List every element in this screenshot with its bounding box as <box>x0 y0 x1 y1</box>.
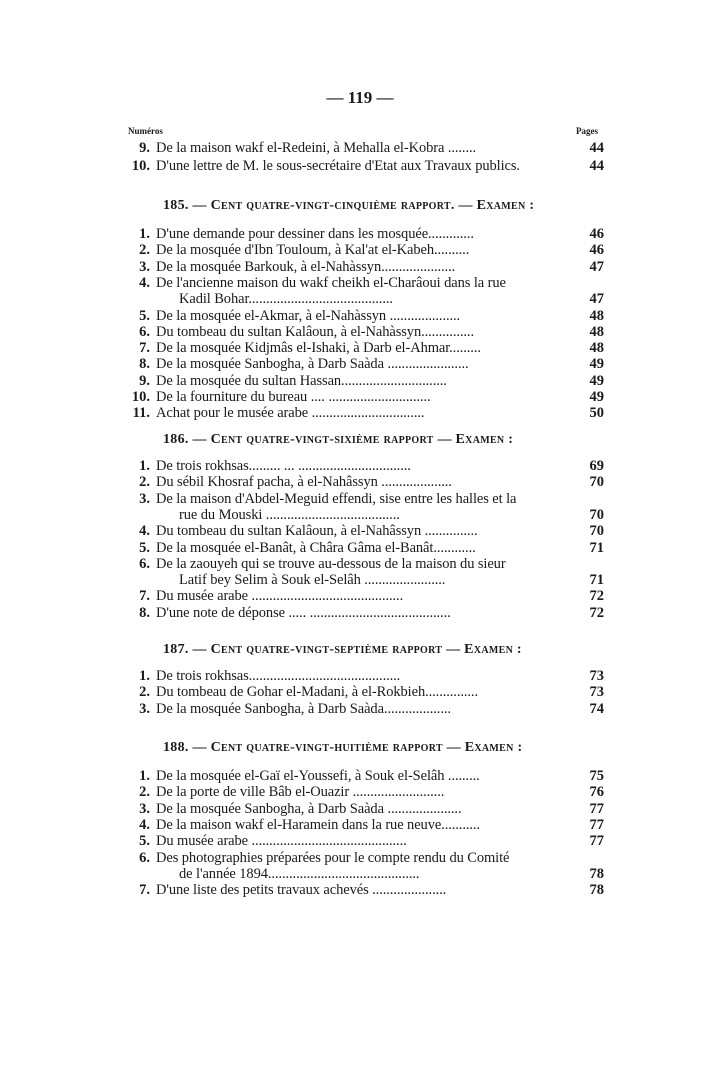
entry-number: 6. <box>139 850 150 866</box>
entry-page: 75 <box>589 768 604 784</box>
entry-number: 2. <box>139 784 150 800</box>
index-entry <box>126 473 604 491</box>
index-entry <box>126 832 604 850</box>
entry-page: 48 <box>589 324 604 340</box>
entry-number: 9. <box>139 373 150 389</box>
section-heading <box>126 640 604 660</box>
entry-page: 77 <box>589 817 604 833</box>
entry-text: Achat pour le musée arabe ................................ <box>156 405 425 421</box>
entry-page: 71 <box>589 540 604 556</box>
entry-text: De la maison d'Abdel-Meguid effendi, sise entre les halles et la <box>156 491 517 507</box>
page-number: — 119 — <box>326 88 394 107</box>
entry-text: Kadil Bohar......................................... <box>179 291 393 307</box>
index-entry <box>126 683 604 701</box>
entry-text: Du musée arabe ........................................... <box>156 588 404 604</box>
entry-number: 5. <box>139 833 150 849</box>
entry-text: De la porte de ville Bâb el-Ouazir .......................... <box>156 784 445 800</box>
entry-number: 6. <box>139 556 150 572</box>
index-entry <box>126 355 604 373</box>
entry-text: De la mosquée Sanbogha, à Darb Saàda ....................... <box>156 356 469 372</box>
entry-page: 77 <box>589 833 604 849</box>
entry-text: De la mosquée d'Ibn Touloum, à Kal'at el-Kabeh.......... <box>156 242 470 258</box>
entry-page: 74 <box>589 701 604 717</box>
entry-text: D'une demande pour dessiner dans les mosquée............. <box>156 226 474 242</box>
entry-text: De la mosquée el-Banât, à Châra Gâma el-Banât............ <box>156 540 476 556</box>
entry-page: 73 <box>589 684 604 700</box>
index-entry <box>126 604 604 622</box>
entry-text: Du tombeau du sultan Kalâoun, à el-Nahàssyn............... <box>156 324 474 340</box>
entry-page: 78 <box>589 882 604 898</box>
entry-text: D'une lettre de M. le sous-secrétaire d'Etat aux Travaux publics. <box>156 158 520 174</box>
entry-text: De trois rokhsas......... ... ................................ <box>156 458 411 474</box>
entry-page: 49 <box>589 389 604 405</box>
entry-number: 1. <box>139 768 150 784</box>
entry-page: 73 <box>589 668 604 684</box>
entry-page: 72 <box>589 605 604 621</box>
entry-number: 2. <box>139 242 150 258</box>
entry-number: 9. <box>139 140 150 156</box>
column-header-numbers: Numéros <box>128 126 163 136</box>
index-entry <box>126 587 604 605</box>
entry-text: De la mosquée el-Akmar, à el-Nahàssyn .................... <box>156 308 461 324</box>
entry-text: D'une liste des petits travaux achevés ..................... <box>156 882 447 898</box>
entry-number: 1. <box>139 226 150 242</box>
entry-number: 3. <box>139 259 150 275</box>
entry-text: De la mosquée el-Gaï el-Youssefi, à Souk el-Selâh ......... <box>156 768 480 784</box>
entry-number: 3. <box>139 491 150 507</box>
entry-page: 48 <box>589 308 604 324</box>
entry-text: Du tombeau du sultan Kalâoun, à el-Nahâssyn ............... <box>156 523 478 539</box>
entry-text: D'une note de déponse ..... ........................................ <box>156 605 451 621</box>
entry-text: De la mosquée Kidjmâs el-Ishaki, à Darb el-Ahmar......... <box>156 340 481 356</box>
entry-page: 47 <box>589 291 604 307</box>
entry-page: 69 <box>589 458 604 474</box>
entry-text: rue du Mouski ...................................... <box>179 507 400 523</box>
entry-page: 77 <box>589 801 604 817</box>
entry-number: 10. <box>131 158 150 174</box>
index-entry <box>126 881 604 899</box>
entry-text: De trois rokhsas........................................... <box>156 668 401 684</box>
entry-page: 70 <box>589 474 604 490</box>
entry-number: 5. <box>139 540 150 556</box>
entry-number: 6. <box>139 324 150 340</box>
section-title: 188. — Cent quatre-vingt-huitième rapport — Examen : <box>163 740 523 755</box>
section-title: 186. — Cent quatre-vingt-sixième rapport — Examen : <box>163 432 514 447</box>
entry-page: 47 <box>589 259 604 275</box>
entry-number: 3. <box>139 701 150 717</box>
entry-text: Du musée arabe ............................................ <box>156 833 407 849</box>
entry-number: 1. <box>139 458 150 474</box>
entry-page: 70 <box>589 507 604 523</box>
section-heading <box>126 430 604 450</box>
entry-text: De la mosquée Sanbogha, à Darb Saàda ..................... <box>156 801 462 817</box>
entry-page: 72 <box>589 588 604 604</box>
column-header-pages: Pages <box>576 126 598 136</box>
entry-number: 4. <box>139 275 150 291</box>
entry-number: 4. <box>139 817 150 833</box>
entry-number: 2. <box>139 474 150 490</box>
entry-text: Des photographies préparées pour le compte rendu du Comité <box>156 850 510 866</box>
index-entry <box>126 241 604 259</box>
entry-number: 4. <box>139 523 150 539</box>
section-heading <box>126 196 604 216</box>
index-entry <box>126 139 604 157</box>
entry-page: 71 <box>589 572 604 588</box>
index-entry <box>126 700 604 718</box>
index-entry <box>126 522 604 540</box>
entry-number: 7. <box>139 882 150 898</box>
entry-text: De la maison wakf el-Haramein dans la rue neuve........... <box>156 817 480 833</box>
section-title: 185. — Cent quatre-vingt-cinquième rapport. — Examen : <box>163 198 535 213</box>
index-entry <box>126 290 604 308</box>
index-entry <box>126 157 604 175</box>
section-title: 187. — Cent quatre-vingt-septième rapport — Examen : <box>163 642 522 657</box>
entry-page: 76 <box>589 784 604 800</box>
entry-number: 3. <box>139 801 150 817</box>
entry-text: Du sébil Khosraf pacha, à el-Nahâssyn .................... <box>156 474 452 490</box>
index-entry <box>126 783 604 801</box>
entry-number: 11. <box>132 405 150 421</box>
entry-text: De la mosquée Barkouk, à el-Nahàssyn..................... <box>156 259 456 275</box>
entry-page: 78 <box>589 866 604 882</box>
entry-text: De l'ancienne maison du wakf cheikh el-Charâoui dans la rue <box>156 275 506 291</box>
entry-page: 49 <box>589 356 604 372</box>
entry-page: 70 <box>589 523 604 539</box>
entry-number: 7. <box>139 588 150 604</box>
entry-text: Du tombeau de Gohar el-Madani, à el-Rokbieh............... <box>156 684 478 700</box>
entry-number: 5. <box>139 308 150 324</box>
entry-number: 8. <box>139 356 150 372</box>
entry-text: Latif bey Selim à Souk el-Selâh ....................... <box>179 572 446 588</box>
entry-page: 44 <box>589 140 604 156</box>
entry-number: 8. <box>139 605 150 621</box>
entry-text: De la maison wakf el-Redeini, à Mehalla el-Kobra ........ <box>156 140 477 156</box>
entry-text: De la zaouyeh qui se trouve au-dessous de la maison du sieur <box>156 556 506 572</box>
index-entry <box>126 404 604 422</box>
entry-page: 49 <box>589 373 604 389</box>
entry-page: 46 <box>589 226 604 242</box>
entry-number: 2. <box>139 684 150 700</box>
entry-number: 10. <box>131 389 150 405</box>
entry-page: 46 <box>589 242 604 258</box>
entry-number: 1. <box>139 668 150 684</box>
entry-text: De la mosquée du sultan Hassan.............................. <box>156 373 447 389</box>
entry-text: De la fourniture du bureau .... ............................. <box>156 389 431 405</box>
entry-page: 50 <box>589 405 604 421</box>
entry-page: 48 <box>589 340 604 356</box>
entry-text: de l'année 1894........................................... <box>179 866 420 882</box>
entry-number: 7. <box>139 340 150 356</box>
entry-text: De la mosquée Sanbogha, à Darb Saàda................... <box>156 701 451 717</box>
entry-page: 44 <box>589 158 604 174</box>
section-heading <box>126 738 604 758</box>
